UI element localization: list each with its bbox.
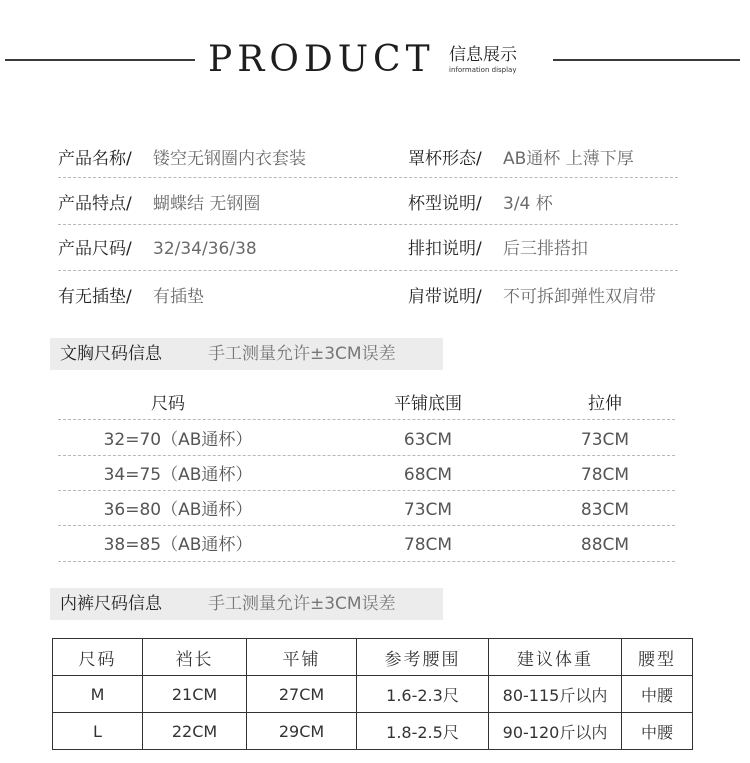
header-rule-right [553,59,740,61]
divider [58,419,675,420]
divider [58,177,678,178]
info-label: 肩带说明/ [408,287,482,307]
info-label: 产品尺码/ [58,239,132,259]
info-value: 3/4 杯 [503,194,553,214]
info-value: 后三排搭扣 [503,239,588,259]
table-cell: 中腰 [622,713,693,750]
table-cell: 22CM [143,713,247,750]
table-cell: 73CM [580,430,630,450]
table-cell: 88CM [580,535,630,555]
info-row [58,192,678,238]
page-title: PRODUCT [208,39,435,80]
info-value: 不可拆卸弹性双肩带 [503,287,656,307]
table-cell: 36=80（AB通杯） [103,500,253,520]
section-title: 内裤尺码信息 [60,594,162,614]
table-cell: 21CM [143,676,247,713]
table-cell: 29CM [247,713,357,750]
divider [58,455,675,456]
table-cell: 83CM [580,500,630,520]
info-value: AB通杯 上薄下厚 [503,149,634,169]
table-cell: 32=70（AB通杯） [103,430,253,450]
column-header: 参考腰围 [357,639,489,676]
bra-size-section-header [50,338,443,370]
table-row [53,713,693,750]
info-row [58,285,678,331]
info-value: 32/34/36/38 [153,239,257,259]
table-cell: 90-120斤以内 [489,713,622,750]
column-header: 腰型 [622,639,693,676]
column-header: 尺码 [53,639,143,676]
table-cell: 68CM [403,465,453,485]
section-note: 手工测量允许±3CM误差 [208,594,396,614]
column-header: 拉伸 [588,394,622,414]
divider [58,270,678,271]
info-label: 杯型说明/ [408,194,482,214]
info-row [58,147,678,193]
table-cell: 63CM [403,430,453,450]
panty-size-section-header [50,588,443,620]
table-cell: 80-115斤以内 [489,676,622,713]
table-row [53,676,693,713]
table-cell: L [53,713,143,750]
panty-size-table [52,638,693,750]
column-header: 裆长 [143,639,247,676]
info-value: 有插垫 [153,287,204,307]
table-cell: 34=75（AB通杯） [103,465,253,485]
divider [58,490,675,491]
table-cell: M [53,676,143,713]
page-title-cn: 信息展示 [449,45,517,65]
table-cell: 78CM [580,465,630,485]
divider [58,525,675,526]
table-cell: 中腰 [622,676,693,713]
table-cell: 1.6-2.3尺 [357,676,489,713]
column-header: 平铺 [247,639,357,676]
table-cell: 27CM [247,676,357,713]
info-value: 蝴蝶结 无钢圈 [153,194,261,214]
table-cell: 78CM [403,535,453,555]
info-label: 罩杯形态/ [408,149,482,169]
column-header: 尺码 [151,394,185,414]
info-label: 产品特点/ [58,194,132,214]
table-header-row [53,639,693,676]
info-row [58,237,678,283]
column-header: 建议体重 [489,639,622,676]
section-note: 手工测量允许±3CM误差 [208,344,396,364]
divider [58,224,678,225]
table-cell: 38=85（AB通杯） [103,535,253,555]
info-value: 镂空无钢圈内衣套装 [153,149,306,169]
column-header: 平铺底围 [394,394,462,414]
info-label: 有无插垫/ [58,287,132,307]
table-cell: 73CM [403,500,453,520]
table-cell: 1.8-2.5尺 [357,713,489,750]
info-label: 排扣说明/ [408,239,482,259]
divider [58,561,675,562]
page-subtitle: information display [449,66,517,74]
info-label: 产品名称/ [58,149,132,169]
header-rule-left [5,59,195,61]
section-title: 文胸尺码信息 [60,344,162,364]
